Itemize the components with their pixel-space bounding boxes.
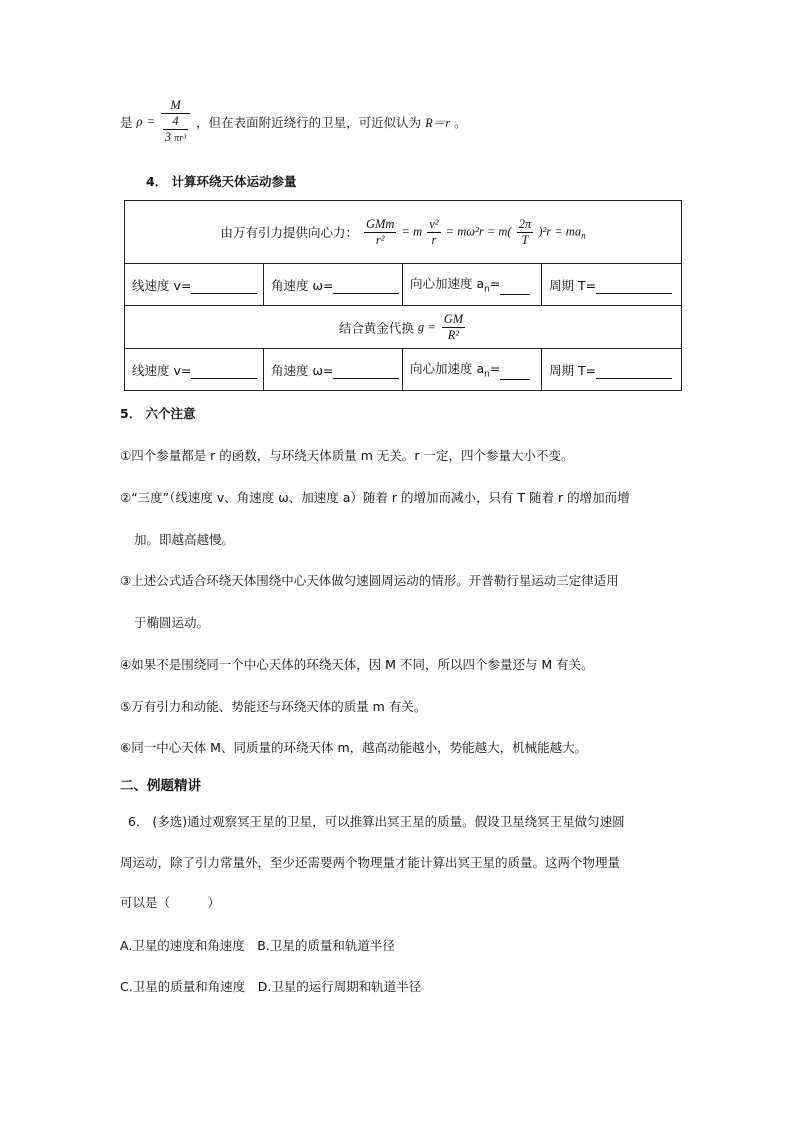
- density-suffix: ，但在表面附近绕行的卫星，可近似认为: [196, 115, 422, 130]
- table-row: [125, 349, 682, 391]
- note-item-continued: 加。即越高越慢。: [134, 532, 235, 547]
- density-denominator: [161, 114, 190, 146]
- note-item: ①四个参量都是 r 的函数，与环绕天体质量 m 无关。r 一定，四个参量大小不变。: [120, 448, 574, 463]
- volume-fraction: [163, 114, 188, 146]
- angular-velocity-cell: [264, 349, 403, 391]
- question-6-line: 可以是（ ）: [120, 895, 221, 910]
- r2-denominator: R²: [447, 327, 460, 342]
- gmm-numerator: GMm: [365, 216, 395, 231]
- note-item: ⑥同一中心天体 M、同质量的环绕天体 m，越高动能越小，势能越大，机械能越大。: [120, 740, 588, 755]
- section-5-title: 5． 六个注意: [120, 406, 196, 421]
- r2-denominator: r²: [375, 232, 385, 247]
- equals-sign: =: [489, 361, 501, 377]
- table-row: [125, 201, 682, 264]
- density-numerator: M: [161, 98, 190, 114]
- answer-options: A.卫星的速度和角速度 B.卫星的质量和轨道半径: [120, 938, 395, 953]
- linear-velocity-cell: [125, 264, 264, 306]
- answer-options: C.卫星的质量和角速度 D.卫星的运行周期和轨道半径: [120, 979, 422, 994]
- omega-term: = mω²r = m(: [445, 224, 512, 239]
- t-denominator: T: [521, 232, 529, 247]
- rho-symbol: ρ: [136, 114, 143, 129]
- density-fraction: [161, 98, 190, 146]
- period-label: 周期 T=: [549, 277, 597, 293]
- angular-velocity-label: 角速度 ω=: [271, 362, 334, 378]
- answer-blank[interactable]: [333, 281, 399, 294]
- angular-velocity-label: 角速度 ω=: [271, 277, 334, 293]
- equals-sign: =: [146, 114, 155, 129]
- linear-velocity-label: 线速度 v=: [132, 277, 192, 293]
- period-term: )²r = ma: [538, 224, 582, 239]
- r-denominator: r: [431, 232, 437, 247]
- note-item: ③上述公式适合环绕天体围绕中心天体做匀速圆周运动的情形。开普勒行星运动三定律适用: [120, 573, 619, 588]
- v2-numerator: v²: [429, 216, 439, 231]
- note-item: ④如果不是围绕同一个中心天体的环绕天体，因 M 不同，所以四个参量还与 M 有关。: [120, 657, 594, 672]
- angular-velocity-cell: [264, 264, 403, 306]
- gm-over-r2: [442, 312, 465, 343]
- volume-denominator: 3: [164, 130, 172, 144]
- note-item: ②“三度”（线速度 v、角速度 ω、加速度 a）随着 r 的增加而减小，只有 T 随着 r 的增加而增: [120, 490, 630, 505]
- answer-blank[interactable]: [191, 281, 257, 294]
- orbit-parameters-table: [124, 200, 682, 391]
- volume-pi-r-cubed: πr³: [174, 133, 187, 144]
- centripetal-acceleration-label: 向心加速度 a: [410, 276, 485, 292]
- note-item-continued: 于椭圆运动。: [134, 615, 210, 630]
- gm-numerator: GM: [443, 311, 464, 326]
- equals-sign: =: [489, 276, 501, 292]
- section-4-title: 4． 计算环绕天体运动参量: [146, 174, 297, 189]
- eq-m: = m: [401, 224, 423, 239]
- question-6-line: 周运动，除了引力常量外，至少还需要两个物理量才能计算出冥王星的质量。这两个物理量: [120, 855, 621, 870]
- period-cell: [542, 349, 682, 391]
- density-end: 。: [454, 115, 467, 130]
- centripetal-acceleration-cell: [403, 264, 542, 306]
- gravity-centripetal-cell: [125, 201, 682, 264]
- note-item: ⑤万有引力和动能、势能还与环绕天体的质量 m 有关。: [120, 699, 427, 714]
- answer-blank[interactable]: [500, 282, 530, 295]
- g-equals: g =: [417, 319, 436, 334]
- period-cell: [542, 264, 682, 306]
- two-pi-numerator: 2π: [518, 216, 532, 231]
- answer-blank[interactable]: [191, 366, 257, 379]
- approx-relation: R＝r: [425, 116, 451, 130]
- centripetal-acceleration-cell: [403, 349, 542, 391]
- linear-velocity-label: 线速度 v=: [132, 362, 192, 378]
- examples-heading: 二、例题精讲: [120, 778, 201, 794]
- centripetal-acceleration-label: 向心加速度 a: [410, 361, 485, 377]
- golden-label: 结合黄金代换: [338, 320, 414, 335]
- an-subscript: n: [581, 230, 586, 241]
- answer-blank[interactable]: [596, 366, 672, 379]
- an-subscript: n: [484, 369, 490, 380]
- table-row: [125, 264, 682, 306]
- density-line: [120, 98, 467, 158]
- answer-blank[interactable]: [596, 281, 672, 294]
- density-prefix: 是: [120, 115, 133, 130]
- golden-substitution-cell: [125, 306, 682, 349]
- answer-blank[interactable]: [500, 367, 530, 380]
- answer-blank[interactable]: [333, 366, 399, 379]
- period-label: 周期 T=: [549, 362, 597, 378]
- gravity-label: 由万有引力提供向心力：: [220, 224, 358, 240]
- table-row: [125, 306, 682, 349]
- question-6-line: 6． (多选)通过观察冥王星的卫星，可以推算出冥王星的质量。假设卫星绕冥王星做匀速圆: [128, 814, 625, 829]
- volume-numerator: 4: [163, 114, 188, 130]
- linear-velocity-cell: [125, 349, 264, 391]
- an-subscript: n: [484, 284, 490, 295]
